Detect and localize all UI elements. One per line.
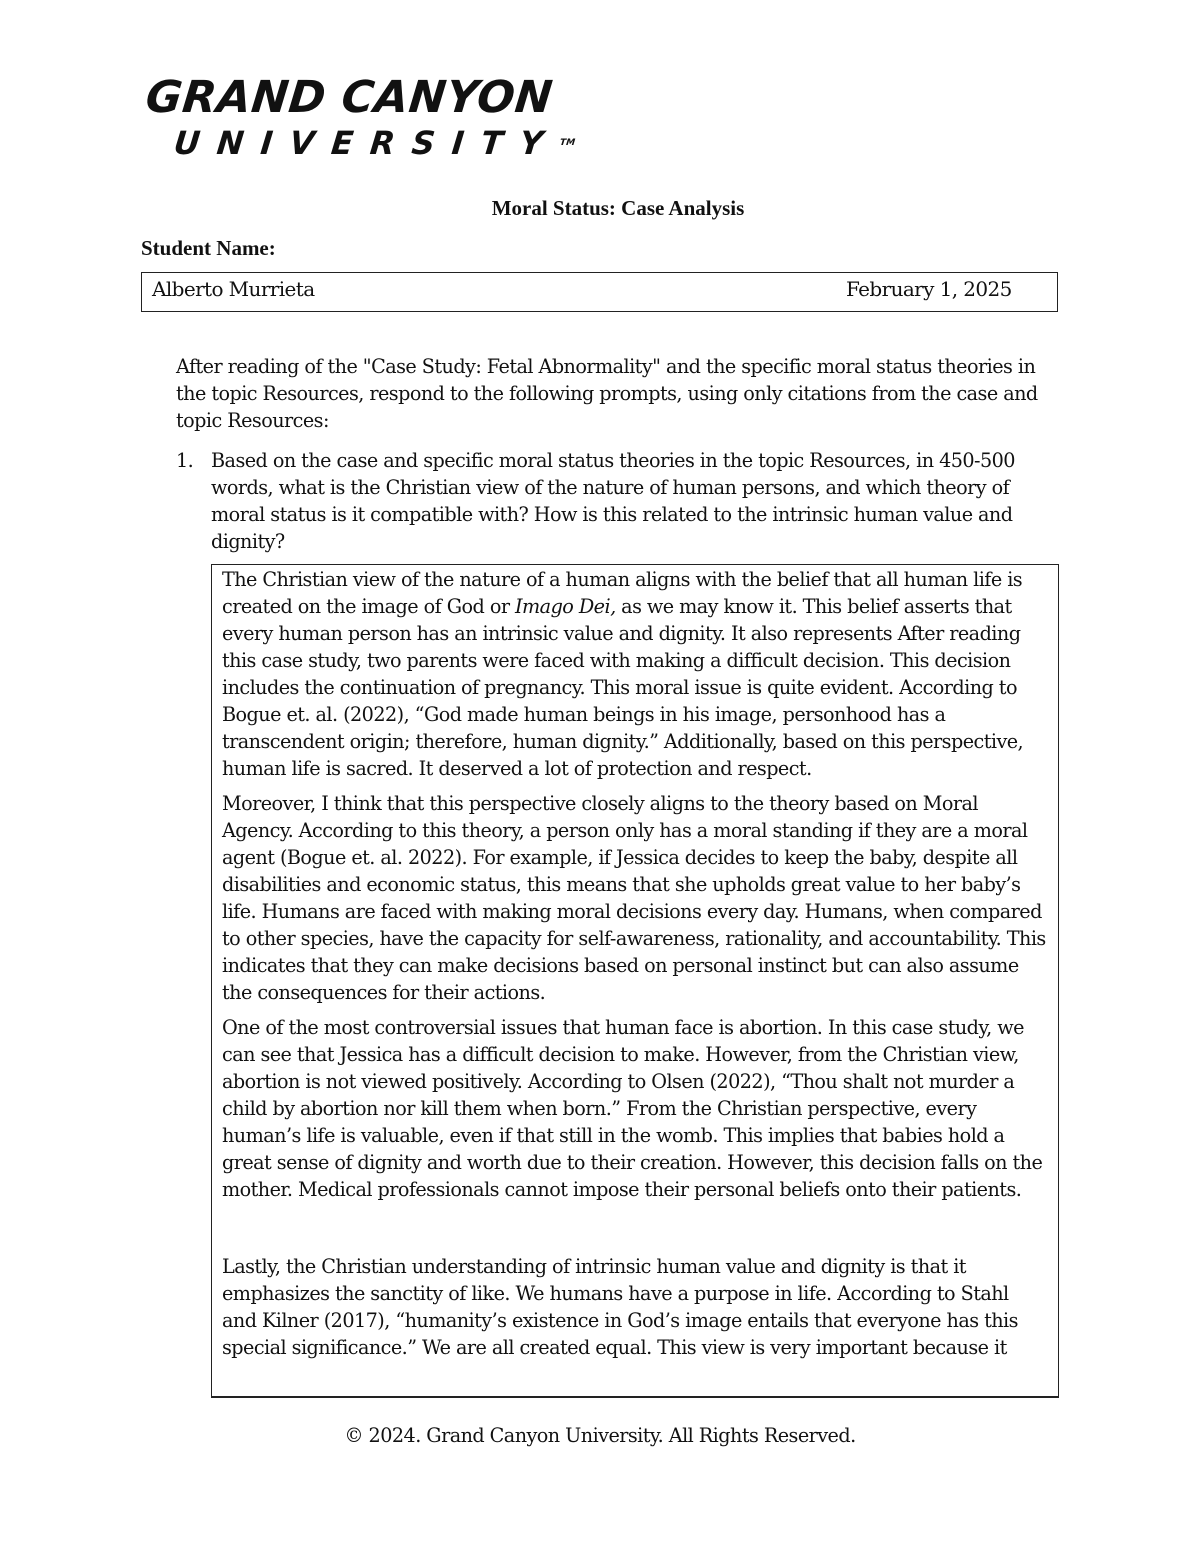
- student-name-field[interactable]: [141, 272, 1058, 312]
- copyright-footer: © 2024. Grand Canyon University. All Rights Reserved.: [344, 1424, 856, 1447]
- question-number: 1.: [176, 449, 194, 472]
- date-value: February 1, 2025: [846, 277, 1012, 301]
- answer-paragraph-4: Lastly, the Christian understanding of intrinsic human value and dignity is that it emphasizes the sanctity of like. We humans have a purpose in life. According to Stahl and Kilner (2017), “humanity’s existence in God’s image entails that everyone has this special significance.” We are all created equal. This view is very important because it: [222, 1255, 1018, 1359]
- answer-paragraph-2: Moreover, I think that this perspective closely aligns to the theory based on Moral Agency. According to this theory, a person only has a moral standing if they are a moral agent (Bogue et. al. 2022). For example, if Jessica decides to keep the baby, despite all disabilities and economic status, this means that she upholds great value to her baby’s life. Humans are faced with making moral decisions every day. Humans, when compared to other species, have the capacity for self-awareness, rationality, and accountability. This indicates that they can make decisions based on personal instinct but can also assume the consequences for their actions.: [222, 792, 1046, 1004]
- question-text: Based on the case and specific moral status theories in the topic Resources, in 450-500 words, what is the Christian view of the nature of human persons, and which theory of moral status is it compatible with? How is this related to the intrinsic human value and dignity?: [211, 449, 1015, 553]
- student-name-value: Alberto Murrieta: [152, 277, 315, 301]
- answer-p1-italic: Imago Dei,: [515, 595, 616, 618]
- answer-paragraph-1: [222, 566, 1048, 782]
- intro-paragraph: After reading of the "Case Study: Fetal Abnormality" and the specific moral status theories in the topic Resources, respond to the following prompts, using only citations from the case and topic Resources:: [176, 355, 1038, 432]
- logo-trademark: TM: [559, 138, 576, 148]
- document-title: Moral Status: Case Analysis: [491, 196, 745, 220]
- answer-box[interactable]: [211, 564, 1059, 1397]
- logo-university-text: UNIVERSITY: [172, 124, 562, 162]
- logo-line-grand-canyon: GRAND CANYON: [143, 72, 556, 123]
- student-name-label: Student Name:: [141, 236, 276, 260]
- answer-p1-before-italic: The Christian view of the nature of a human aligns with the belief that all human life is created on the image of God or: [222, 568, 1023, 618]
- answer-paragraph-3: One of the most controversial issues that human face is abortion. In this case study, we can see that Jessica has a difficult decision to make. However, from the Christian view, abortion is not viewed positively. According to Olsen (2022), “Thou shalt not murder a child by abortion nor kill them when born.” From the Christian perspective, every human’s life is valuable, even if that still in the womb. This implies that babies hold a great sense of dignity and worth due to their creation. However, this decision falls on the mother. Medical professionals cannot impose their personal beliefs onto their patients.: [222, 1016, 1043, 1201]
- answer-box-bottom-border: [211, 1396, 1059, 1398]
- logo-line-university: [172, 124, 577, 162]
- answer-p1-after-italic: as we may know it. This belief asserts that every human person has an intrinsic value and dignity. It also represents After reading this case study, two parents were faced with making a difficult decision. This decision includes the continuation of pregnancy. This moral issue is quite evident. According to Bogue et. al. (2022), “God made human beings in his image, personhood has a transcendent origin; therefore, human dignity.” Additionally, based on this perspective, human life is sacred. It deserved a lot of protection and respect.: [222, 595, 1024, 780]
- university-logo: [143, 72, 576, 162]
